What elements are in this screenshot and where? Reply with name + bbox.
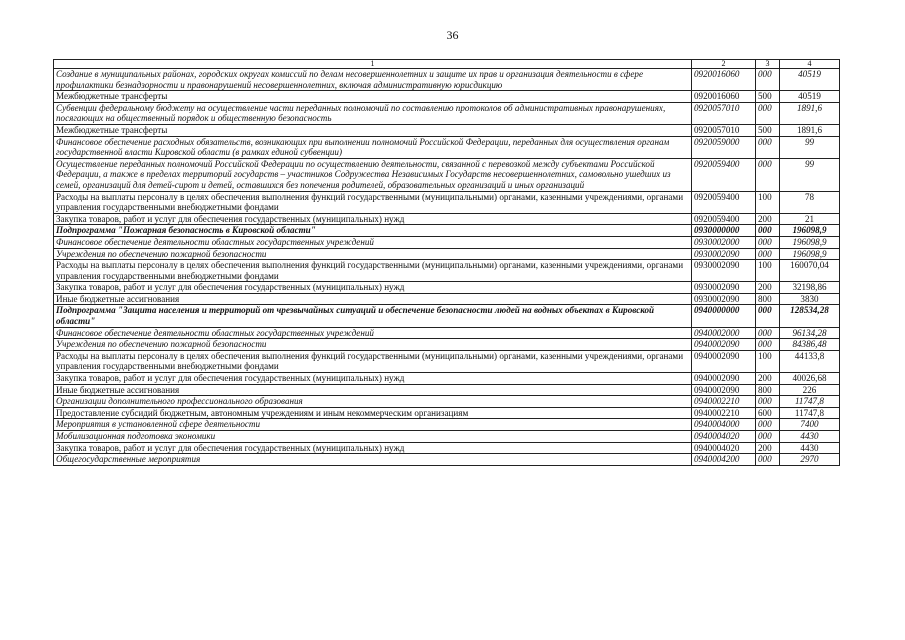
row-type-cell: 000 — [756, 136, 780, 158]
row-name-cell: Создание в муниципальных районах, городских округах комиссий по делам несовершеннолетних и защите их прав и организация деятельности в сфере профилактики безнадзорности и правонарушений несовершеннолетних, включая административную юрисдикцию — [54, 69, 692, 91]
row-sum-cell: 226 — [780, 384, 840, 396]
row-sum-cell: 4430 — [780, 442, 840, 454]
row-name-cell: Подпрограмма "Защита населения и территорий от чрезвычайных ситуаций и обеспечение безопасности людей на водных объектах в Кировской области" — [54, 305, 692, 327]
table-row — [54, 293, 840, 305]
table-row — [54, 248, 840, 260]
table-row — [54, 124, 840, 136]
row-sum-cell: 196098,9 — [780, 248, 840, 260]
table-row — [54, 136, 840, 158]
row-code-cell: 0940002210 — [692, 396, 756, 408]
budget-table — [53, 59, 840, 466]
row-name-cell: Закупка товаров, работ и услуг для обеспечения государственных (муниципальных) нужд — [54, 213, 692, 225]
row-code-cell: 0940004200 — [692, 454, 756, 466]
row-type-cell: 000 — [756, 158, 780, 191]
row-code-cell: 0920059000 — [692, 136, 756, 158]
row-sum-cell: 32198,86 — [780, 282, 840, 294]
table-row — [54, 282, 840, 294]
row-type-cell: 100 — [756, 191, 780, 213]
row-name-cell: Осуществление переданных полномочий Российской Федерации по осуществлению деятельности, связанной с перевозкой между субъектами Российской Федерации, а также в пределах территорий государств – участников Содружества Независимых Государств несовершеннолетних, самовольно ушедших из семей, организаций для детей-сирот и детей, оставшихся без попечения родителей, образовательных организаций и иных организаций — [54, 158, 692, 191]
table-row — [54, 327, 840, 339]
row-type-cell: 200 — [756, 213, 780, 225]
row-type-cell: 000 — [756, 225, 780, 237]
row-type-cell: 200 — [756, 442, 780, 454]
row-name-cell: Закупка товаров, работ и услуг для обеспечения государственных (муниципальных) нужд — [54, 373, 692, 385]
row-type-cell: 500 — [756, 124, 780, 136]
row-code-cell: 0940002210 — [692, 407, 756, 419]
row-type-cell: 000 — [756, 248, 780, 260]
table-row — [54, 396, 840, 408]
row-code-cell: 0940002090 — [692, 350, 756, 372]
table-row — [54, 260, 840, 282]
row-name-cell: Межбюджетные трансферты — [54, 91, 692, 103]
row-type-cell: 000 — [756, 102, 780, 124]
row-type-cell: 100 — [756, 260, 780, 282]
row-sum-cell: 196098,9 — [780, 225, 840, 237]
row-sum-cell: 11747,8 — [780, 407, 840, 419]
row-code-cell: 0940004020 — [692, 431, 756, 443]
table-header-row — [54, 60, 840, 69]
row-name-cell: Расходы на выплаты персоналу в целях обеспечения выполнения функций государственными (муниципальными) органами, казенными учреждениями, органами управления государственными внебюджетными фондами — [54, 260, 692, 282]
row-code-cell: 0940000000 — [692, 305, 756, 327]
table-row — [54, 339, 840, 351]
row-sum-cell: 40519 — [780, 69, 840, 91]
row-type-cell: 800 — [756, 384, 780, 396]
row-name-cell: Иные бюджетные ассигнования — [54, 293, 692, 305]
row-type-cell: 800 — [756, 293, 780, 305]
row-sum-cell: 96134,28 — [780, 327, 840, 339]
header-col-1: 1 — [54, 60, 692, 69]
row-sum-cell: 99 — [780, 158, 840, 191]
table-row — [54, 225, 840, 237]
row-code-cell: 0920057010 — [692, 124, 756, 136]
table-row — [54, 373, 840, 385]
row-code-cell: 0940002000 — [692, 327, 756, 339]
table-row — [54, 102, 840, 124]
row-type-cell: 600 — [756, 407, 780, 419]
row-code-cell: 0940002090 — [692, 373, 756, 385]
row-name-cell: Организации дополнительного профессионального образования — [54, 396, 692, 408]
row-name-cell: Иные бюджетные ассигнования — [54, 384, 692, 396]
row-sum-cell: 160070,04 — [780, 260, 840, 282]
table-row — [54, 305, 840, 327]
row-sum-cell: 3830 — [780, 293, 840, 305]
row-sum-cell: 78 — [780, 191, 840, 213]
row-code-cell: 0920016060 — [692, 69, 756, 91]
row-name-cell: Межбюджетные трансферты — [54, 124, 692, 136]
row-name-cell: Финансовое обеспечение деятельности областных государственных учреждений — [54, 236, 692, 248]
table-row — [54, 158, 840, 191]
table-row — [54, 442, 840, 454]
table-row — [54, 384, 840, 396]
row-code-cell: 0930002090 — [692, 293, 756, 305]
table-row — [54, 213, 840, 225]
page-number: 36 — [446, 28, 459, 42]
row-code-cell: 0940002090 — [692, 384, 756, 396]
row-sum-cell: 196098,9 — [780, 236, 840, 248]
row-type-cell: 000 — [756, 454, 780, 466]
row-type-cell: 000 — [756, 69, 780, 91]
row-code-cell: 0920057010 — [692, 102, 756, 124]
row-type-cell: 000 — [756, 339, 780, 351]
row-type-cell: 000 — [756, 327, 780, 339]
row-sum-cell: 7400 — [780, 419, 840, 431]
table-row — [54, 419, 840, 431]
row-sum-cell: 11747,8 — [780, 396, 840, 408]
table-row — [54, 191, 840, 213]
row-sum-cell: 128534,28 — [780, 305, 840, 327]
row-type-cell: 000 — [756, 396, 780, 408]
row-sum-cell: 40519 — [780, 91, 840, 103]
table-row — [54, 350, 840, 372]
row-sum-cell: 99 — [780, 136, 840, 158]
row-sum-cell: 4430 — [780, 431, 840, 443]
row-code-cell: 0930002090 — [692, 260, 756, 282]
row-name-cell: Подпрограмма "Пожарная безопасность в Кировской области" — [54, 225, 692, 237]
row-name-cell: Учреждения по обеспечению пожарной безопасности — [54, 248, 692, 260]
row-type-cell: 000 — [756, 431, 780, 443]
table-row — [54, 431, 840, 443]
row-code-cell: 0940004020 — [692, 442, 756, 454]
row-type-cell: 200 — [756, 282, 780, 294]
row-code-cell: 0920016060 — [692, 91, 756, 103]
row-sum-cell: 1891,6 — [780, 124, 840, 136]
row-name-cell: Закупка товаров, работ и услуг для обеспечения государственных (муниципальных) нужд — [54, 442, 692, 454]
table-row — [54, 454, 840, 466]
row-code-cell: 0940004000 — [692, 419, 756, 431]
row-code-cell: 0930000000 — [692, 225, 756, 237]
row-code-cell: 0940002090 — [692, 339, 756, 351]
row-name-cell: Предоставление субсидий бюджетным, автономным учреждениям и иным некоммерческим организациям — [54, 407, 692, 419]
row-name-cell: Общегосударственные мероприятия — [54, 454, 692, 466]
header-col-3: 3 — [756, 60, 780, 69]
header-col-2: 2 — [692, 60, 756, 69]
row-name-cell: Закупка товаров, работ и услуг для обеспечения государственных (муниципальных) нужд — [54, 282, 692, 294]
row-name-cell: Расходы на выплаты персоналу в целях обеспечения выполнения функций государственными (муниципальными) органами, казенными учреждениями, органами управления государственными внебюджетными фондами — [54, 191, 692, 213]
row-code-cell: 0920059400 — [692, 213, 756, 225]
row-type-cell: 000 — [756, 419, 780, 431]
row-name-cell: Финансовое обеспечение деятельности областных государственных учреждений — [54, 327, 692, 339]
row-name-cell: Субвенции федеральному бюджету на осуществление части переданных полномочий по составлению протоколов об административных правонарушениях, посягающих на общественный порядок и общественную безопасность — [54, 102, 692, 124]
row-name-cell: Расходы на выплаты персоналу в целях обеспечения выполнения функций государственными (муниципальными) органами, казенными учреждениями, органами управления государственными внебюджетными фондами — [54, 350, 692, 372]
row-name-cell: Мероприятия в установленной сфере деятельности — [54, 419, 692, 431]
row-type-cell: 000 — [756, 236, 780, 248]
row-type-cell: 100 — [756, 350, 780, 372]
row-code-cell: 0920059400 — [692, 191, 756, 213]
row-type-cell: 500 — [756, 91, 780, 103]
table-row — [54, 407, 840, 419]
row-sum-cell: 2970 — [780, 454, 840, 466]
header-col-4: 4 — [780, 60, 840, 69]
row-code-cell: 0920059400 — [692, 158, 756, 191]
row-sum-cell: 44133,8 — [780, 350, 840, 372]
row-type-cell: 000 — [756, 305, 780, 327]
row-sum-cell: 21 — [780, 213, 840, 225]
row-name-cell: Финансовое обеспечение расходных обязательств, возникающих при выполнении полномочий Российской Федерации, переданных для осуществления органам государственной власти Кировской области (в рамках единой субвенции) — [54, 136, 692, 158]
row-name-cell: Мобилизационная подготовка экономики — [54, 431, 692, 443]
row-type-cell: 200 — [756, 373, 780, 385]
row-code-cell: 0930002090 — [692, 282, 756, 294]
row-code-cell: 0930002090 — [692, 248, 756, 260]
row-code-cell: 0930002000 — [692, 236, 756, 248]
row-sum-cell: 84386,48 — [780, 339, 840, 351]
table-body — [54, 69, 840, 466]
table-row — [54, 69, 840, 91]
table-row — [54, 91, 840, 103]
row-sum-cell: 1891,6 — [780, 102, 840, 124]
row-sum-cell: 40026,68 — [780, 373, 840, 385]
table-row — [54, 236, 840, 248]
row-name-cell: Учреждения по обеспечению пожарной безопасности — [54, 339, 692, 351]
